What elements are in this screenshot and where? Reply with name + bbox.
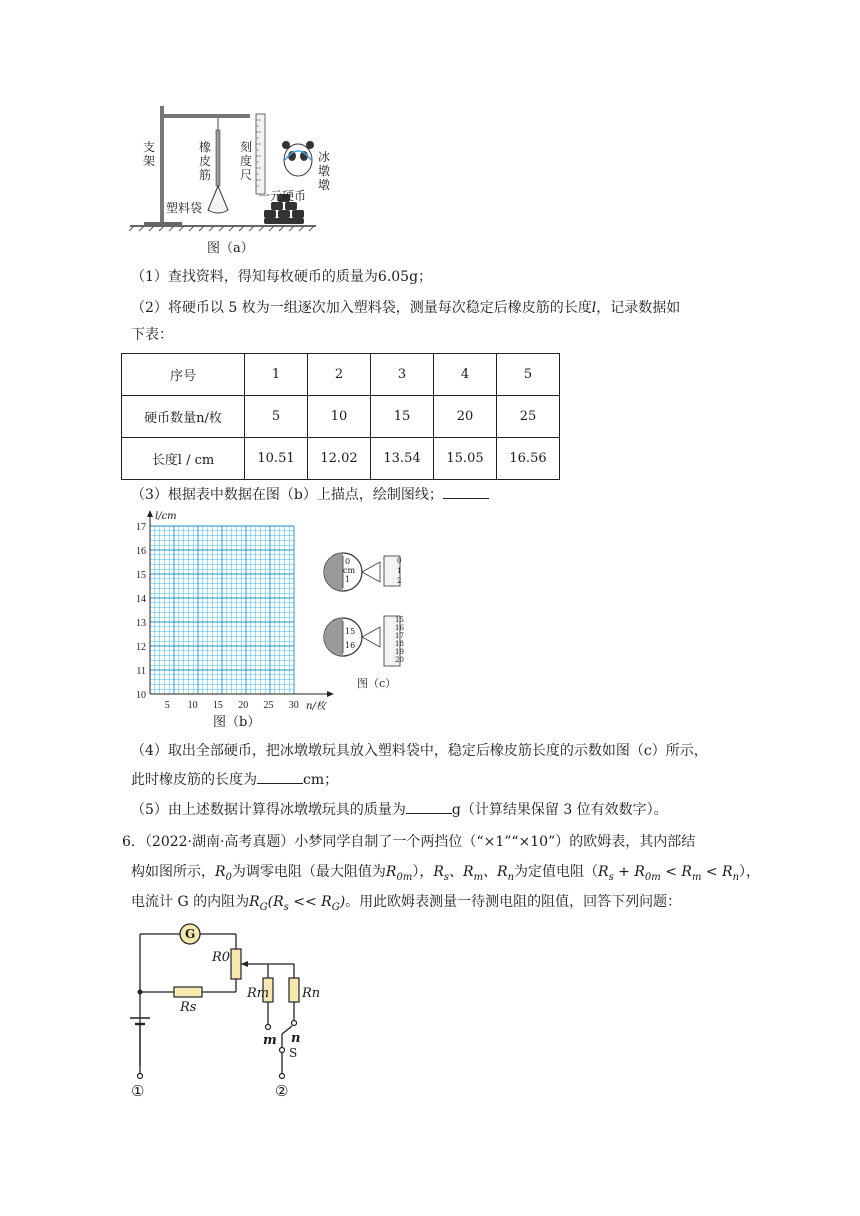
y-tick-label: 14 — [136, 594, 146, 605]
label-mascot: 冰墩墩 — [318, 150, 331, 192]
mag-bottom-label-16: 16 — [345, 641, 356, 650]
rs-resistor — [174, 987, 202, 997]
table-cell: 4 — [434, 354, 497, 396]
table-row — [122, 396, 560, 438]
x-axis-label: n/枚 — [306, 701, 326, 712]
label-m: m — [263, 1033, 277, 1048]
label-rs: Rs — [180, 1000, 197, 1015]
y-tick-label: 12 — [136, 642, 146, 653]
ruler-top-0: 0 — [397, 557, 402, 565]
symbol-r0: $R_0$ — [215, 864, 232, 883]
step-2-line1: （2）将硬币以 5 枚为一组逐次加入塑料袋，测量每次稳定后橡皮筋的长度l，记录数据如 — [131, 300, 681, 316]
terminal-m-dot — [266, 1025, 271, 1030]
label-bag: 塑料袋 — [166, 201, 203, 215]
table-cell: 5 — [245, 396, 308, 438]
figure-c-caption: 图（c） — [357, 677, 397, 690]
r0-wiper-arrow — [241, 961, 248, 967]
terminal-n-dot — [292, 1021, 297, 1026]
mag-bottom-label-15: 15 — [345, 627, 356, 636]
step-4-line1: （4）取出全部硬币，把冰墩墩玩具放入塑料袋中，稳定后橡皮筋长度的示数如图（c）所示， — [131, 743, 708, 759]
mascot-illustration — [282, 141, 314, 176]
table-cell: 15 — [371, 396, 434, 438]
table-cell: 13.54 — [371, 438, 434, 480]
step-1: （1）查找资料，得知每枚硬币的质量为6.05g； — [131, 269, 433, 285]
label-r0: R0 — [212, 950, 231, 965]
label-ruler: 刻度尺 — [240, 140, 253, 182]
r0-resistor — [231, 949, 241, 979]
row-label-coins: 硬币数量n/枚 — [122, 396, 245, 438]
table-cell: 5 — [497, 354, 560, 396]
step-2-line2: 下表： — [131, 327, 173, 343]
label-rubber: 橡皮筋 — [199, 140, 212, 182]
answer-blank[interactable] — [443, 484, 489, 499]
y-tick-label: 13 — [136, 618, 146, 629]
y-tick-label: 15 — [136, 570, 146, 581]
y-tick-label: 10 — [136, 690, 146, 701]
x-tick-label: 15 — [212, 700, 223, 711]
label-coin: 一元硬币 — [258, 189, 307, 203]
ruler-top-1: 1 — [397, 567, 402, 575]
figure-a — [128, 100, 338, 255]
label-terminal-1: ① — [131, 1082, 145, 1100]
y-axis-label: l/cm — [155, 511, 177, 522]
x-tick-label: 10 — [187, 700, 198, 711]
table-row — [122, 354, 560, 396]
table-cell: 16.56 — [497, 438, 560, 480]
symbol-r0m: $R_{0m}$ — [385, 864, 413, 883]
junction-dot — [138, 990, 143, 995]
label-n: n — [291, 1031, 301, 1046]
label-rm: Rm — [247, 986, 270, 1001]
ruler-bottom-16: 16 — [395, 624, 404, 632]
figure-a-caption: 图（a） — [207, 241, 254, 256]
q6-line3: 电流计 G 的内阻为$R_G(R_s << R_G)$。用此欧姆表测量一待测电阻的阻值，回答下列问题： — [131, 894, 682, 913]
ruler-bottom-19: 19 — [395, 648, 404, 656]
inequality-resistors: $R_s + R_{0m} < R_m < R_n$ — [598, 864, 740, 883]
q6-line1: 6．（2022·湖南·高考真题）小梦同学自制了一个两挡位（“×1”“×10”）的欧姆表，其内部结 — [122, 834, 696, 850]
row-label-index: 序号 — [122, 354, 245, 396]
table-cell: 2 — [308, 354, 371, 396]
y-tick-label: 17 — [136, 522, 146, 533]
row-label-length: 长度l / cm — [122, 438, 245, 480]
label-stand: 支架 — [143, 140, 156, 168]
table-cell: 25 — [497, 396, 560, 438]
table-cell: 10.51 — [245, 438, 308, 480]
terminal-2-dot — [280, 1074, 285, 1079]
table-cell: 12.02 — [308, 438, 371, 480]
q6-line2: 构如图所示，$R_0$为调零电阻（最大阻值为$R_{0m}$），$R_s$、$R_m$、$R_n$为定值电阻$(R_s + R_{0m} < R_m < R_n)$， — [131, 864, 761, 883]
label-rn: Rn — [302, 986, 321, 1001]
x-tick-label: 25 — [263, 700, 274, 711]
y-tick-label: 16 — [136, 546, 146, 557]
rn-resistor — [289, 978, 299, 1002]
table-row — [122, 438, 560, 480]
table-cell: 3 — [371, 354, 434, 396]
ruler-bottom-17: 17 — [395, 632, 404, 640]
data-table — [121, 353, 560, 480]
circuit-diagram — [128, 918, 338, 1108]
mag-top-label-cm: cm — [343, 566, 356, 575]
figure-b-caption: 图（b） — [213, 715, 261, 730]
x-tick-label: 30 — [288, 700, 299, 711]
x-tick-label: 20 — [238, 700, 249, 711]
x-axis-arrow — [327, 691, 334, 697]
symbol-rs-rm-rn: $R_s$、$R_m$、$R_n$ — [433, 864, 515, 883]
x-tick-label: 5 — [164, 700, 170, 711]
table-cell: 20 — [434, 396, 497, 438]
step-4-line2: 此时橡皮筋的长度为 cm； — [131, 769, 338, 789]
step-3: （3）根据表中数据在图（b）上描点，绘制图线； — [131, 484, 489, 504]
y-tick-label: 11 — [136, 666, 146, 677]
table-cell: 1 — [245, 354, 308, 396]
ruler-bottom-18: 18 — [395, 640, 404, 648]
table-cell: 10 — [308, 396, 371, 438]
y-axis-arrow — [147, 510, 153, 517]
answer-blank[interactable] — [257, 769, 303, 784]
step-5: （5）由上述数据计算得冰墩墩玩具的质量为 g（计算结果保留 3 位有效数字）。 — [131, 799, 668, 819]
terminal-1-dot — [138, 1074, 143, 1079]
mag-top-label-0: 0 — [345, 557, 351, 566]
grid-major — [150, 526, 294, 694]
mag-top-label-1: 1 — [345, 575, 351, 584]
label-galvanometer: G — [185, 927, 196, 941]
switch-dot — [280, 1048, 285, 1053]
table-cell: 15.05 — [434, 438, 497, 480]
ruler-bottom-15: 15 — [395, 616, 404, 624]
label-switch: S — [289, 1046, 298, 1060]
ruler-top-2: 2 — [397, 577, 402, 585]
label-terminal-2: ② — [275, 1082, 289, 1100]
answer-blank[interactable] — [406, 799, 452, 814]
symbol-rg: $R_G(R_s << R_G)$ — [249, 894, 346, 913]
ruler-bottom-20: 20 — [395, 656, 404, 664]
